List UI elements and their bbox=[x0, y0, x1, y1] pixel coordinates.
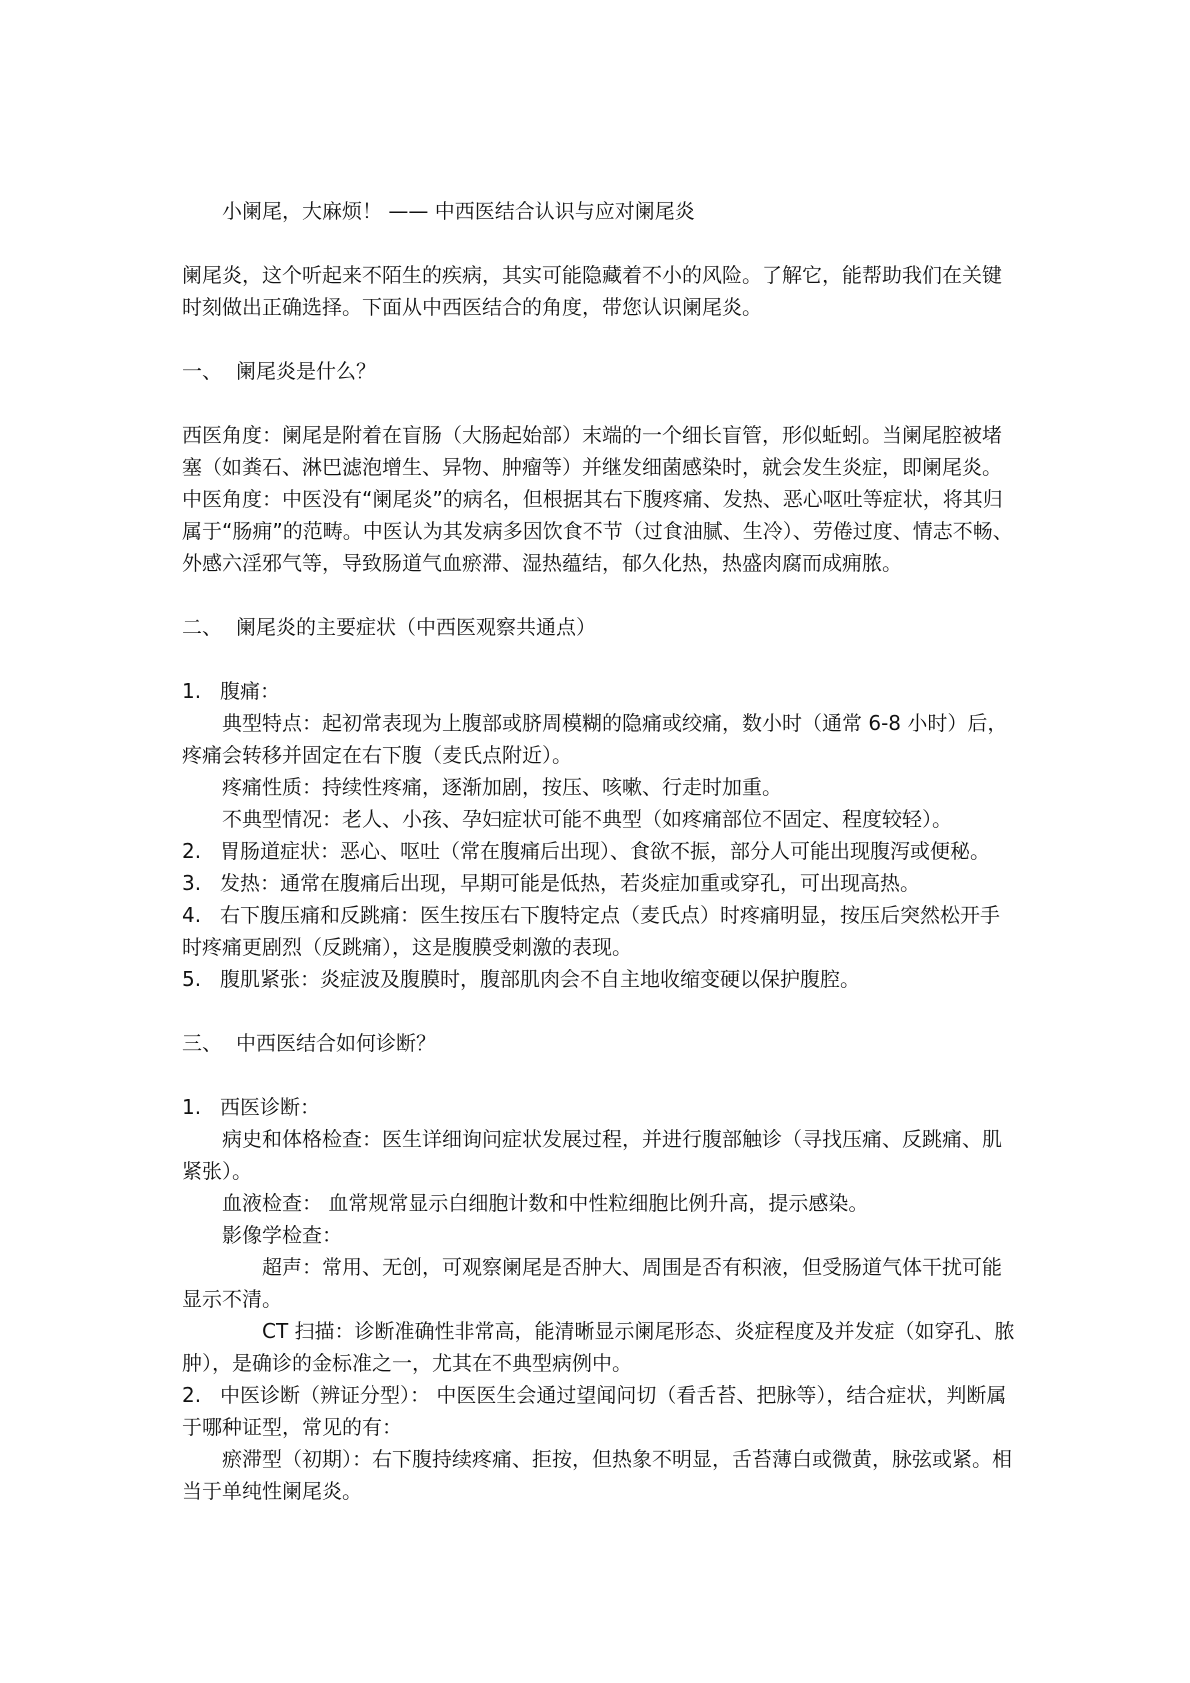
diagnosis-history-paragraph: 病史和体格检查：医生详细询问症状发展过程，并进行腹部触诊（寻找压痛、反跳痛、肌紧张）。 bbox=[182, 1127, 1002, 1183]
document-title: 小阑尾，大麻烦！ —— 中西医结合认识与应对阑尾炎 bbox=[222, 199, 695, 223]
symptom-item-4-text: 右下腹压痛和反跳痛：医生按压右下腹特定点（麦氏点）时疼痛明显，按压后突然松开手时疼痛更剧烈（反跳痛），这是腹膜受刺激的表现。 bbox=[182, 903, 1000, 959]
list-number: 1. bbox=[182, 679, 202, 703]
spacer bbox=[182, 643, 1017, 675]
intro-paragraph: 阑尾炎，这个听起来不陌生的疾病，其实可能隐藏着不小的风险。了解它，能帮助我们在关键时刻做出正确选择。下面从中西医结合的角度，带您认识阑尾炎。 bbox=[182, 263, 1002, 319]
diagnosis-item-1-label: 西医诊断： bbox=[220, 1095, 320, 1119]
section1-tcm-paragraph: 中医角度：中医没有“阑尾炎”的病名，但根据其右下腹疼痛、发热、恶心呕吐等症状，将其归属于“肠痈”的范畴。中医认为其发病多因饮食不节（过食油腻、生冷）、劳倦过度、情志不畅、外感六淫邪气等，导致肠道气血瘀滞、湿热蕴结，郁久化热，热盛肉腐而成痈脓。 bbox=[182, 487, 1013, 575]
spacer bbox=[182, 995, 1017, 1027]
diagnosis-ultrasound-paragraph: 超声：常用、无创，可观察阑尾是否肿大、周围是否有积液，但受肠道气体干扰可能显示不清。 bbox=[182, 1255, 1002, 1311]
diagnosis-blood-paragraph: 血液检查： 血常规常显示白细胞计数和中性粒细胞比例升高，提示感染。 bbox=[222, 1191, 869, 1215]
diagnosis-item-2-text: 中医诊断（辨证分型）： 中医医生会通过望闻问切（看舌苔、把脉等），结合症状，判断属于哪种证型，常见的有： bbox=[182, 1383, 1007, 1439]
list-number: 2. bbox=[182, 1383, 202, 1407]
diagnosis-item-2 bbox=[182, 1379, 1017, 1443]
symptom-item-3-text: 发热：通常在腹痛后出现，早期可能是低热，若炎症加重或穿孔，可出现高热。 bbox=[220, 871, 920, 895]
symptom-item-1 bbox=[182, 675, 1017, 707]
section2-heading-text: 阑尾炎的主要症状（中西医观察共通点） bbox=[236, 615, 596, 639]
symptom-item-1-label: 腹痛： bbox=[220, 679, 280, 703]
section1-western-paragraph: 西医角度：阑尾是附着在盲肠（大肠起始部）末端的一个细长盲管，形似蚯蚓。当阑尾腔被堵塞（如粪石、淋巴滤泡增生、异物、肿瘤等）并继发细菌感染时，就会发生炎症，即阑尾炎。 bbox=[182, 423, 1002, 479]
section1-heading bbox=[182, 355, 1017, 387]
section3-number: 三、 bbox=[182, 1031, 222, 1055]
symptom-item-5-text: 腹肌紧张：炎症波及腹膜时，腹部肌肉会不自主地收缩变硬以保护腹腔。 bbox=[220, 967, 860, 991]
spacer bbox=[182, 1059, 1017, 1091]
diagnosis-ct-paragraph: CT 扫描：诊断准确性非常高，能清晰显示阑尾形态、炎症程度及并发症（如穿孔、脓肿），是确诊的金标准之一，尤其在不典型病例中。 bbox=[182, 1319, 1015, 1375]
spacer bbox=[182, 387, 1017, 419]
section3-heading-text: 中西医结合如何诊断？ bbox=[236, 1031, 436, 1055]
diagnosis-imaging-label: 影像学检查： bbox=[222, 1223, 342, 1247]
spacer bbox=[182, 579, 1017, 611]
symptom-item-2 bbox=[182, 835, 1017, 867]
section2-heading bbox=[182, 611, 1017, 643]
symptom-nature-paragraph: 疼痛性质：持续性疼痛，逐渐加剧，按压、咳嗽、行走时加重。 bbox=[222, 775, 782, 799]
symptom-item-4 bbox=[182, 899, 1017, 963]
list-number: 1. bbox=[182, 1095, 202, 1119]
document-body bbox=[182, 195, 1017, 1507]
diagnosis-item-1 bbox=[182, 1091, 1017, 1123]
symptom-atypical-paragraph: 不典型情况：老人、小孩、孕妇症状可能不典型（如疼痛部位不固定、程度较轻）。 bbox=[222, 807, 952, 831]
symptom-item-3 bbox=[182, 867, 1017, 899]
section2-number: 二、 bbox=[182, 615, 222, 639]
section1-number: 一、 bbox=[182, 359, 222, 383]
section1-heading-text: 阑尾炎是什么？ bbox=[236, 359, 376, 383]
spacer bbox=[182, 323, 1017, 355]
list-number: 4. bbox=[182, 903, 202, 927]
diagnosis-stasis-paragraph: 瘀滞型（初期）：右下腹持续疼痛、拒按，但热象不明显，舌苔薄白或微黄，脉弦或紧。相当于单纯性阑尾炎。 bbox=[182, 1447, 1012, 1503]
list-number: 5. bbox=[182, 967, 202, 991]
symptom-item-5 bbox=[182, 963, 1017, 995]
list-number: 2. bbox=[182, 839, 202, 863]
symptom-typical-paragraph: 典型特点：起初常表现为上腹部或脐周模糊的隐痛或绞痛，数小时（通常 6-8 小时）后，疼痛会转移并固定在右下腹（麦氏点附近）。 bbox=[182, 711, 1008, 767]
list-number: 3. bbox=[182, 871, 202, 895]
section3-heading bbox=[182, 1027, 1017, 1059]
symptom-item-2-text: 胃肠道症状：恶心、呕吐（常在腹痛后出现）、食欲不振，部分人可能出现腹泻或便秘。 bbox=[220, 839, 990, 863]
